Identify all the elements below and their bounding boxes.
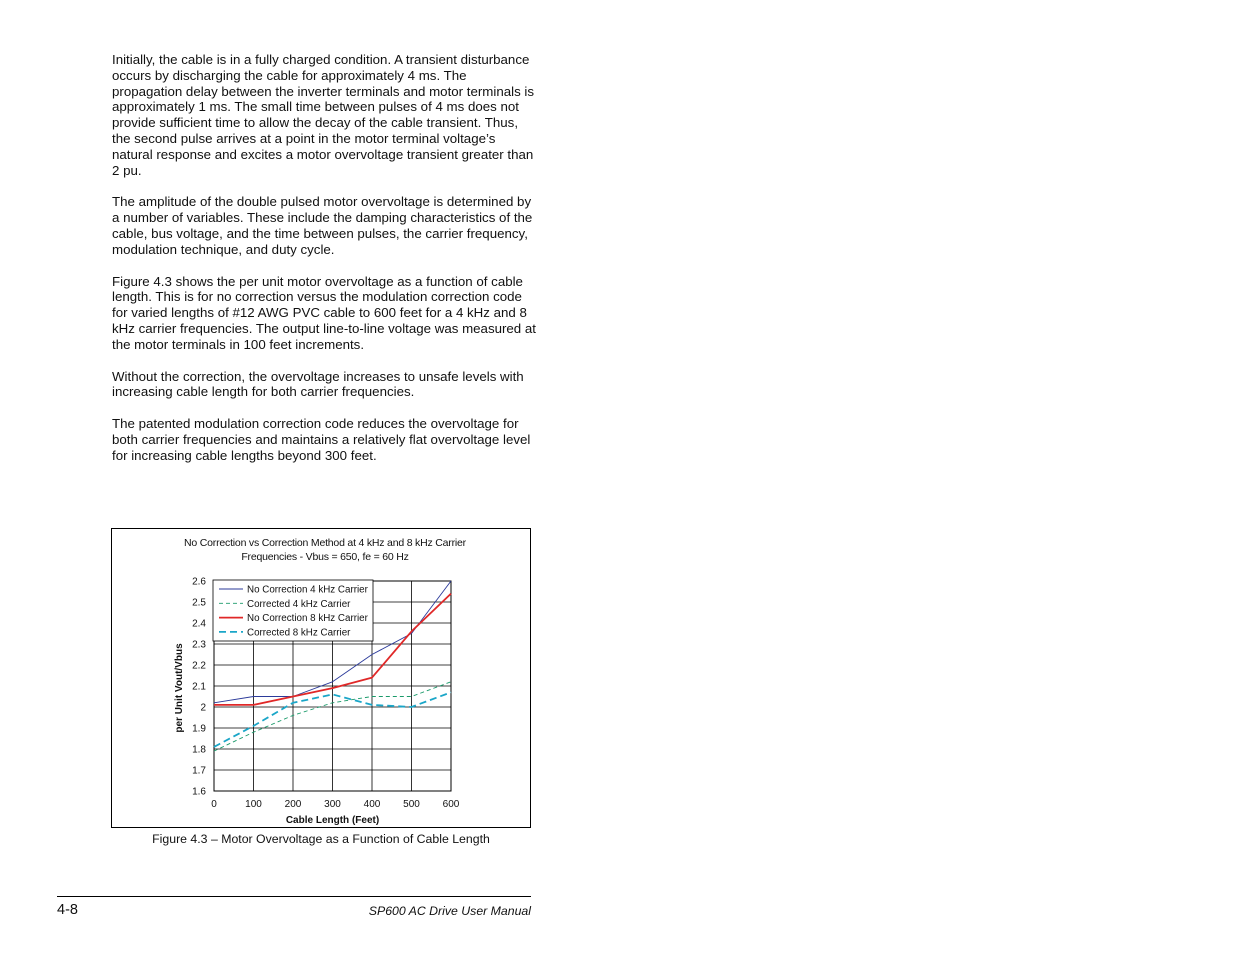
legend-label: No Correction 4 kHz Carrier xyxy=(247,584,368,596)
x-tick-label: 600 xyxy=(442,799,460,810)
chart-title-line-1: No Correction vs Correction Method at 4 kHz and 8 kHz Carrier xyxy=(184,537,466,549)
y-tick-label: 1.7 xyxy=(192,765,206,777)
body-text xyxy=(112,52,537,480)
y-tick-label: 2.6 xyxy=(192,576,206,588)
y-tick-label: 2.2 xyxy=(192,660,206,672)
manual-title: SP600 AC Drive User Manual xyxy=(368,904,531,918)
y-tick-label: 2.5 xyxy=(192,597,206,609)
figure-chart xyxy=(111,528,531,828)
x-tick-label: 500 xyxy=(403,799,420,810)
x-tick-label: 200 xyxy=(284,799,302,810)
legend-label: Corrected 8 kHz Carrier xyxy=(247,627,351,639)
figure-caption: Figure 4.3 – Motor Overvoltage as a Function of Cable Length xyxy=(152,832,490,846)
paragraph: The patented modulation correction code reduces the overvoltage for both carrier frequencies and maintains a relatively flat overvoltage level for increasing cable lengths beyond 300 feet. xyxy=(112,416,531,463)
y-axis-label: per Unit Vout/Vbus xyxy=(174,643,185,733)
paragraph: Figure 4.3 shows the per unit motor overvoltage as a function of cable length. This is for no correction versus the modulation correction code for varied lengths of #12 AWG PVC cable to 600 feet for a 4 kHz and 8 kHz carrier frequencies. The output line-to-line voltage was measured at the motor terminals in 100 feet increments. xyxy=(112,273,536,352)
footer-divider xyxy=(57,896,531,897)
legend-label: Corrected 4 kHz Carrier xyxy=(247,598,351,610)
paragraph: Initially, the cable is in a fully charged condition. A transient disturbance occurs by discharging the cable for approximately 4 ms. The propagation delay between the inverter terminals and motor terminals is approximately 1 ms. The small time between pulses of 4 ms does not provide sufficient time to allow the decay of the cable transient. Thus, the second pulse arrives at a point in the motor terminal voltage’s natural response and excites a motor overvoltage transient greater than 2 pu. xyxy=(112,52,535,178)
y-tick-label: 1.6 xyxy=(192,786,206,798)
y-tick-label: 2.1 xyxy=(192,681,206,693)
y-tick-label: 2 xyxy=(200,702,206,714)
x-tick-label: 100 xyxy=(245,799,262,810)
y-tick-label: 1.9 xyxy=(192,723,206,735)
x-tick-label: 400 xyxy=(363,799,381,810)
chart-title-line-2: Frequencies - Vbus = 650, fe = 60 Hz xyxy=(241,551,409,563)
x-axis-label: Cable Length (Feet) xyxy=(285,815,380,826)
y-tick-label: 2.3 xyxy=(192,639,206,651)
y-tick-label: 1.8 xyxy=(192,744,206,756)
legend-label: No Correction 8 kHz Carrier xyxy=(247,613,368,625)
page-number: 4-8 xyxy=(57,902,78,918)
y-tick-label: 2.4 xyxy=(192,618,206,630)
paragraph: The amplitude of the double pulsed motor overvoltage is determined by a number of variables. These include the damping characteristics of the cable, bus voltage, and the time between pulses, the carrier frequency, modulation technique, and duty cycle. xyxy=(112,194,533,257)
x-tick-label: 0 xyxy=(211,799,217,810)
x-tick-label: 300 xyxy=(324,799,341,810)
line-chart xyxy=(112,529,530,827)
paragraph: Without the correction, the overvoltage increases to unsafe levels with increasing cable length for both carrier frequencies. xyxy=(112,368,524,400)
